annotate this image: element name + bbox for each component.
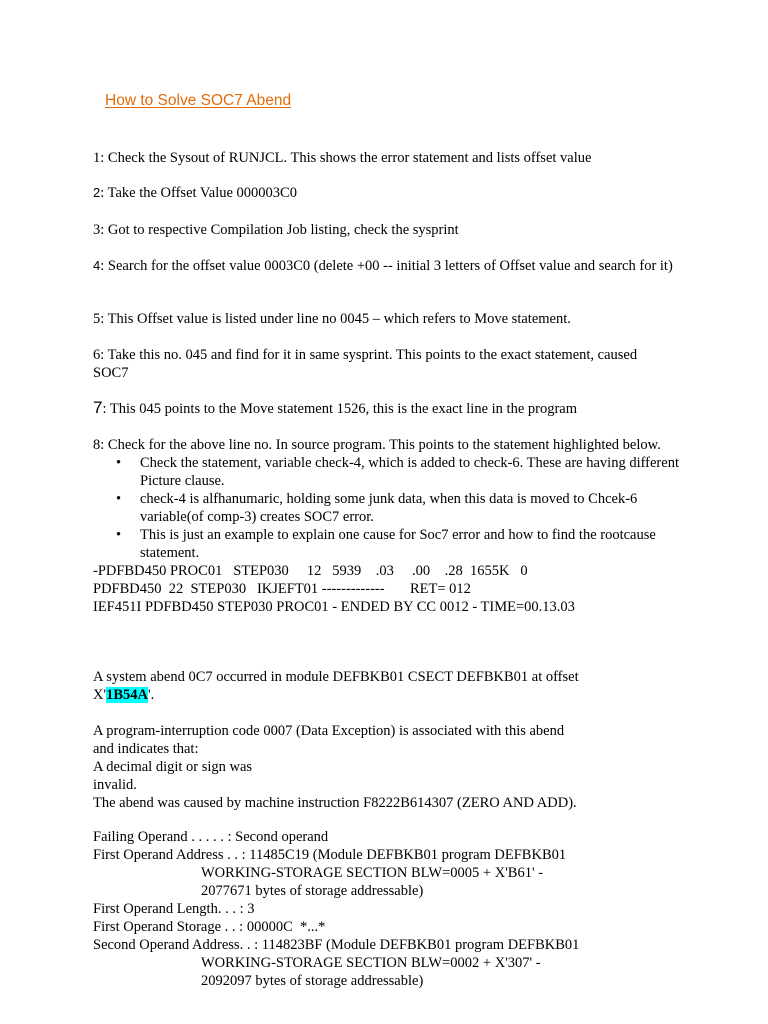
operand-line: Failing Operand . . . . . : Second operand xyxy=(93,829,329,845)
operand-line: WORKING-STORAGE SECTION BLW=0005 + X'B61' - xyxy=(201,865,544,881)
interrupt-line: A decimal digit or sign was xyxy=(93,759,253,775)
step-4-number: 4 xyxy=(93,258,101,273)
operand-section xyxy=(93,828,693,990)
abend-offset-line xyxy=(93,686,693,704)
step-2-number: 2 xyxy=(93,185,101,200)
step-8 xyxy=(93,436,693,454)
list-item: • This is just an example to explain one cause for Soc7 error and how to find the rootcause statement. xyxy=(140,526,693,562)
step-2 xyxy=(93,184,693,202)
offset-suffix: '. xyxy=(148,687,155,703)
operand-line: First Operand Address . . : 11485C19 (Module DEFBKB01 program DEFBKB01 xyxy=(93,847,567,863)
log-line: PDFBD450 22 STEP030 IKJEFT01 ------------- RET= 012 xyxy=(93,581,471,597)
interrupt-section xyxy=(93,722,693,812)
step-8-section xyxy=(93,436,693,616)
step-4 xyxy=(93,257,693,275)
operand-line: First Operand Storage . . : 00000C *...* xyxy=(93,919,326,935)
step-1 xyxy=(93,149,693,167)
step-6-text: : Take this no. 045 and find for it in same sysprint. This points to the exact statement, caused SOC7 xyxy=(93,347,638,381)
operand-line: 2092097 bytes of storage addressable) xyxy=(201,973,424,989)
step-6 xyxy=(93,346,653,382)
step-4-text: : Search for the offset value 0003C0 (delete +00 -- initial 3 letters of Offset value and search for it) xyxy=(100,258,673,274)
page-title[interactable]: How to Solve SOC7 Abend xyxy=(105,92,292,109)
step-2-text: : Take the Offset Value 000003C0 xyxy=(100,185,297,201)
step-8-number: 8 xyxy=(93,437,101,453)
step-7-number: 7 xyxy=(93,398,103,417)
step-1-text: : Check the Sysout of RUNJCL. This shows the error statement and lists offset value xyxy=(100,150,592,166)
step-5-number: 5 xyxy=(93,311,101,327)
list-item: • check-4 is alfhanumaric, holding some junk data, when this data is moved to Chcek-6 variable(of comp-3) creates SOC7 error. xyxy=(140,490,693,526)
offset-prefix: X' xyxy=(93,687,107,703)
operand-line: First Operand Length. . . : 3 xyxy=(93,901,255,917)
operand-line: Second Operand Address. . : 114823BF (Module DEFBKB01 program DEFBKB01 xyxy=(93,937,580,953)
interrupt-line: A program-interruption code 0007 (Data Exception) is associated with this abend xyxy=(93,723,565,739)
interrupt-line: The abend was caused by machine instruction F8222B614307 (ZERO AND ADD). xyxy=(93,795,577,811)
operand-line: 2077671 bytes of storage addressable) xyxy=(201,883,424,899)
bullet-list xyxy=(93,454,693,562)
step-6-number: 6 xyxy=(93,347,101,363)
offset-highlight: 1B54A xyxy=(106,687,148,703)
step-8-text: : Check for the above line no. In source program. This points to the statement highlighted below. xyxy=(100,437,661,453)
step-1-number: 1 xyxy=(93,150,101,166)
step-5 xyxy=(93,310,693,328)
interrupt-line: invalid. xyxy=(93,777,137,793)
interrupt-line: and indicates that: xyxy=(93,741,199,757)
step-7 xyxy=(93,399,693,418)
abend-line: A system abend 0C7 occurred in module DEFBKB01 CSECT DEFBKB01 at offset xyxy=(93,669,579,685)
step-3-text: : Got to respective Compilation Job listing, check the sysprint xyxy=(100,222,459,238)
step-5-text: : This Offset value is listed under line no 0045 – which refers to Move statement. xyxy=(100,311,571,327)
step-3 xyxy=(93,221,693,239)
operand-line: WORKING-STORAGE SECTION BLW=0002 + X'307' - xyxy=(201,955,541,971)
list-item: • Check the statement, variable check-4, which is added to check-6. These are having different Picture clause. xyxy=(140,454,693,490)
log-line: IEF451I PDFBD450 STEP030 PROC01 - ENDED BY CC 0012 - TIME=00.13.03 xyxy=(93,599,575,615)
step-7-text: : This 045 points to the Move statement 1526, this is the exact line in the program xyxy=(102,401,578,417)
log-line: -PDFBD450 PROC01 STEP030 12 5939 .03 .00 .28 1655K 0 xyxy=(93,563,528,579)
abend-section xyxy=(93,668,693,704)
step-3-number: 3 xyxy=(93,222,101,238)
